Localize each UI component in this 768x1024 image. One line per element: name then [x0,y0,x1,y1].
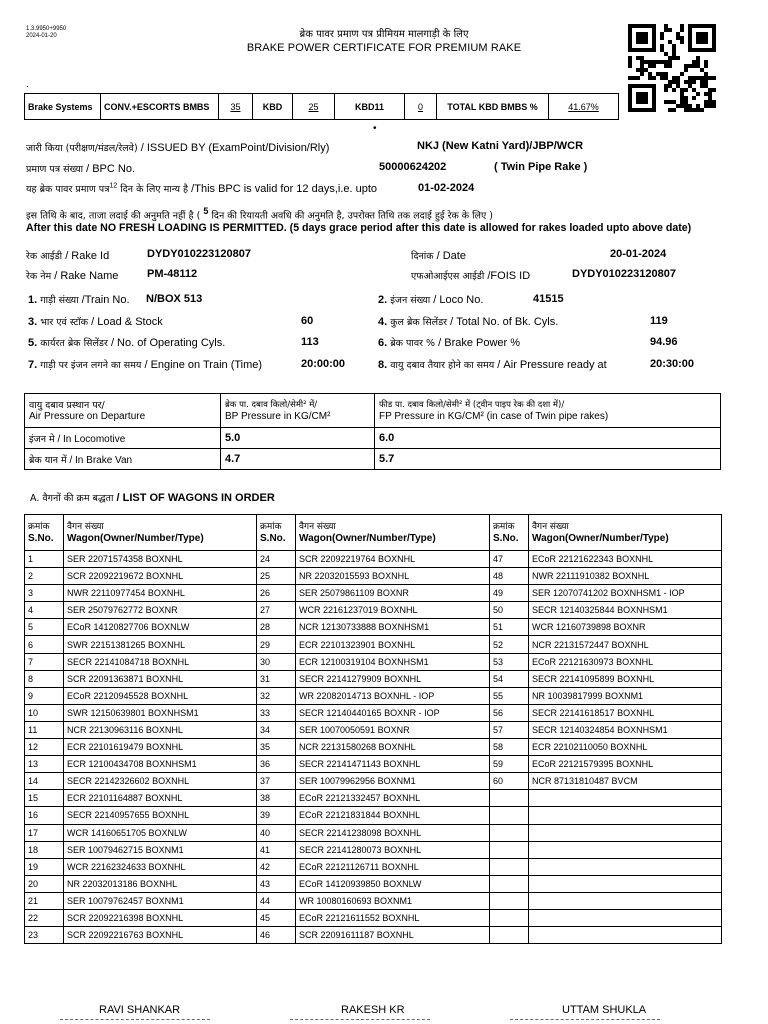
table-row [25,551,722,568]
wagon-sno: 58 [490,739,529,756]
wagon-number: SER 25079861109 BOXNR [296,585,490,602]
rake-name-value: PM-48112 [147,268,198,280]
wagon-sno: 46 [257,927,296,944]
engine-time-label: 7. गाड़ी पर इंजन लगने का समय / Engine on Train (Time) [28,359,263,371]
signature-line [510,1019,660,1020]
wagon-sno: 10 [25,704,64,721]
table-row [25,568,722,585]
wagon-number [529,927,722,944]
wagon-sno: 14 [25,773,64,790]
wagon-sno: 21 [25,892,64,909]
version-date: 2024-01-20 [26,33,57,39]
wagon-sno: 18 [25,841,64,858]
wagon-header: वैगन संख्या Wagon(Owner/Number/Type) [529,515,722,551]
wagon-sno: 45 [257,909,296,926]
title-hindi: ब्रेक पावर प्रमाण पत्र प्रीमियम मालगाड़ी के लिए [299,29,469,40]
wagon-number: ECoR 22121630973 BOXNHL [529,653,722,670]
wagon-sno: 16 [25,807,64,824]
wagon-sno [490,892,529,909]
wagon-number: SCR 22091363871 BOXNHL [64,670,257,687]
wagon-sno: 24 [257,551,296,568]
wagon-number: WR 10080160693 BOXNM1 [296,892,490,909]
table-row [25,739,722,756]
van-bp-value: 4.7 [221,449,375,470]
wagon-number: SCR 22092216398 BOXNHL [64,909,257,926]
wagon-number: ECR 22102110050 BOXNHL [529,739,722,756]
dot-mark: . [26,79,29,90]
wagon-number [529,875,722,892]
wagon-sno [490,858,529,875]
table-row [25,636,722,653]
loco-fp-value: 6.0 [375,428,721,449]
wagon-sno: 42 [257,858,296,875]
wagon-number: ECR 12100434708 BOXNHSM1 [64,756,257,773]
wagon-number: SECR 22141280073 BOXNHL [296,841,490,858]
page-title: BRAKE POWER CERTIFICATE FOR PREMIUM RAKE [246,42,522,54]
wagon-number: SER 10079962956 BOXNM1 [296,773,490,790]
rake-type: ( Twin Pipe Rake ) [494,161,588,173]
wagon-sno: 43 [257,875,296,892]
wagon-number: NWR 22111910382 BOXNHL [529,568,722,585]
wagon-number: SCR 22092219764 BOXNHL [296,551,490,568]
wagon-number: SECR 12140440165 BOXNR - IOP [296,704,490,721]
wagon-sno: 5 [25,619,64,636]
wagon-sno: 56 [490,704,529,721]
kbd-value: 25 [293,94,335,120]
wagon-number: ECR 22101164887 BOXNHL [64,790,257,807]
wagon-header: वैगन संख्या Wagon(Owner/Number/Type) [296,515,490,551]
table-row [25,687,722,704]
kbd11-label: KBD11 [335,94,405,120]
wagon-sno: 13 [25,756,64,773]
table-row [25,807,722,824]
rake-id-label: रेक आईडी / Rake Id [26,250,110,262]
operating-cyls-label: 5. कार्यरत ब्रेक सिलेंडर / No. of Operating Cyls. [28,337,226,349]
wagon-number [529,892,722,909]
bpc-no-label: प्रमाण पत्र संख्या / BPC No. [26,163,136,175]
kbd-label: KBD [253,94,293,120]
wagon-table-header [25,515,722,551]
wagon-number: NCR 22131572447 BOXNHL [529,636,722,653]
wagon-number: SECR 22140957655 BOXNHL [64,807,257,824]
wagon-number: SECR 22141238098 BOXNHL [296,824,490,841]
in-brake-van-label: ब्रेक यान में / In Brake Van [25,449,221,470]
table-row [25,909,722,926]
wagon-sno [490,841,529,858]
wagon-number: ECoR 22121126711 BOXNHL [296,858,490,875]
wagon-sno [490,909,529,926]
grace-english: After this date NO FRESH LOADING IS PERMITTED. (5 days grace period after this date is allowed for rakes loaded upto above date) [26,222,692,234]
rake-id-value: DYDY010223120807 [147,248,251,260]
table-row [25,704,722,721]
total-cyls-label: 4. कुल ब्रेक सिलेंडर / Total No. of Bk. Cyls. [378,316,559,328]
table-row [25,773,722,790]
issued-by-label: जारी किया (परीक्षण/मंडल/रेलवे) / ISSUED BY (ExamPoint/Division/Rly) [26,142,330,154]
wagon-number: NCR 87131810487 BVCM [529,773,722,790]
wagon-sno: 44 [257,892,296,909]
wagon-sno: 31 [257,670,296,687]
wagon-sno: 11 [25,721,64,738]
sno-header: क्रमांक S.No. [257,515,296,551]
wagon-number: ECoR 22121831844 BOXNHL [296,807,490,824]
wagon-sno: 27 [257,602,296,619]
signature-line [290,1019,430,1020]
bpc-no-value: 50000624202 [379,161,447,173]
wagon-sno: 59 [490,756,529,773]
wagon-sno: 17 [25,824,64,841]
wagon-sno: 4 [25,602,64,619]
air-pressure-table [24,393,721,470]
fois-id-value: DYDY010223120807 [572,268,676,280]
table-row [25,721,722,738]
wagon-number: ECR 22101323901 BOXNHL [296,636,490,653]
signature-left: RAVI SHANKAR [99,1004,181,1016]
wagon-number: ECoR 22121579395 BOXNHL [529,756,722,773]
wagon-number: SECR 22141095899 BOXNHL [529,670,722,687]
wagon-sno [490,927,529,944]
operating-cyls-value: 113 [301,336,319,348]
total-label: TOTAL KBD BMBS % [437,94,549,120]
wagon-sno: 15 [25,790,64,807]
signature-center: RAKESH KR [341,1004,405,1016]
dot-mark: • [373,123,377,134]
wagon-sno [490,875,529,892]
wagon-number: SWR 12150639801 BOXNHSM1 [64,704,257,721]
fp-pressure-header: फीड पा. दबाव किलो/सेमी² में (ट्वीन पाइप रेक की दशा में)/ FP Pressure in KG/CM² (in case of Twin pipe rakes) [375,394,721,428]
table-row [25,602,722,619]
wagon-sno: 51 [490,619,529,636]
load-stock-value: 60 [301,315,314,327]
wagon-sno: 53 [490,653,529,670]
wagon-number: SECR 22142326602 BOXNHL [64,773,257,790]
wagon-number [529,790,722,807]
table-row [25,670,722,687]
wagon-sno: 20 [25,875,64,892]
wagon-number [529,909,722,926]
wagon-sno: 33 [257,704,296,721]
wagon-number: ECoR 22121622343 BOXNHL [529,551,722,568]
loco-no-value: 41515 [533,293,564,305]
wagon-sno: 40 [257,824,296,841]
engine-time-value: 20:00:00 [301,358,346,370]
brake-power-value: 94.96 [650,336,678,348]
wagon-number: SECR 12140324854 BOXNHSM1 [529,721,722,738]
sno-header: क्रमांक S.No. [490,515,529,551]
version-number: 1.3.9950+9950 [26,26,67,32]
signature-line [60,1019,210,1020]
wagon-sno: 49 [490,585,529,602]
wagon-number: SCR 22092216763 BOXNHL [64,927,257,944]
loco-no-label: 2. इंजन संख्या / Loco No. [378,294,484,306]
wagon-sno: 25 [257,568,296,585]
wagon-number: ECR 22101619479 BOXNHL [64,739,257,756]
wagon-number: SECR 22141471143 BOXNHL [296,756,490,773]
wagon-sno: 47 [490,551,529,568]
total-cyls-value: 119 [650,315,668,327]
table-row [25,841,722,858]
wagon-sno: 48 [490,568,529,585]
wagon-sno: 2 [25,568,64,585]
wagon-sno: 38 [257,790,296,807]
table-row [25,875,722,892]
rake-name-label: रेक नेम / Rake Name [26,270,119,282]
wagon-number: NR 22032015593 BOXNHL [296,568,490,585]
wagon-sno: 26 [257,585,296,602]
wagon-sno: 39 [257,807,296,824]
wagon-header: वैगन संख्या Wagon(Owner/Number/Type) [64,515,257,551]
wagon-sno [490,790,529,807]
bp-pressure-header: ब्रेक पा. दबाव किलो/सेमी² में/ BP Pressure in KG/CM² [221,394,375,428]
wagon-number [529,807,722,824]
date-label: दिनांक / Date [411,250,466,262]
table-row [25,858,722,875]
brake-systems-table [24,93,619,120]
wagon-number: SECR 22141618517 BOXNHL [529,704,722,721]
wagon-number: SER 12070741202 BOXNHSM1 - IOP [529,585,722,602]
wagon-sno: 7 [25,653,64,670]
wagon-number: SER 10079462715 BOXNM1 [64,841,257,858]
wagon-sno: 9 [25,687,64,704]
wagon-number: SECR 22141279909 BOXNHL [296,670,490,687]
loco-bp-value: 5.0 [221,428,375,449]
wagon-number: NCR 12130733888 BOXNHSM1 [296,619,490,636]
validity-label: यह ब्रेक पावर प्रमाण पत्र$^{12}$ दिन के लिए मान्य है /This BPC is valid for 12 days,i.e. upto [26,182,378,195]
table-row [25,653,722,670]
wagon-sno: 28 [257,619,296,636]
wagon-sno [490,824,529,841]
date-value: 20-01-2024 [610,248,667,260]
conv-label: CONV.+ESCORTS BMBS [101,94,219,120]
wagon-sno: 32 [257,687,296,704]
wagon-number: WR 22082014713 BOXNHL - IOP [296,687,490,704]
table-row [25,824,722,841]
wagon-number [529,824,722,841]
wagon-number: ECoR 14120939850 BOXNLW [296,875,490,892]
wagon-sno: 50 [490,602,529,619]
wagon-number: ECoR 22121332457 BOXNHL [296,790,490,807]
wagon-number: SECR 12140325844 BOXNHSM1 [529,602,722,619]
wagon-number: SECR 22141084718 BOXNHL [64,653,257,670]
wagon-number: WCR 22162324633 BOXNHL [64,858,257,875]
wagon-list-table [24,514,722,944]
qr-code-icon [628,24,716,114]
table-row [25,619,722,636]
table-row [25,790,722,807]
conv-value: 35 [219,94,253,120]
wagon-number [529,858,722,875]
wagon-sno: 23 [25,927,64,944]
train-no-label: 1. गाड़ी संख्या /Train No. [28,294,130,306]
wagon-sno: 35 [257,739,296,756]
wagon-sno: 19 [25,858,64,875]
grace-hindi: इस तिथि के बाद, ताजा लदाई की अनुमति नहीं है ( $^5$ दिन की रियायती अवधि की अनुमति है, उपरोक्त तिथि तक लदाई हुई रेक के लिए ) [26,206,493,222]
wagon-sno: 30 [257,653,296,670]
signature-right: UTTAM SHUKLA [562,1004,647,1016]
kbd11-value: 0 [405,94,437,120]
wagon-sno: 41 [257,841,296,858]
wagon-sno: 55 [490,687,529,704]
in-locomotive-label: इंजन मे / In Locomotive [25,428,221,449]
wagon-number: ECoR 22121611552 BOXNHL [296,909,490,926]
table-row [25,585,722,602]
wagon-sno: 36 [257,756,296,773]
wagon-number: ECR 12100319104 BOXNHSM1 [296,653,490,670]
issued-by-value: NKJ (New Katni Yard)/JBP/WCR [417,140,584,152]
air-departure-header: वायु दबाव प्रस्थान पर/ Air Pressure on Departure [25,394,221,428]
van-fp-value: 5.7 [375,449,721,470]
wagon-number: SER 25079762772 BOXNR [64,602,257,619]
wagon-sno: 54 [490,670,529,687]
brake-power-label: 6. ब्रेक पावर % / Brake Power % [378,337,521,349]
wagon-sno: 6 [25,636,64,653]
wagon-list-heading: A. वैगनों की क्रम बद्धता / LIST OF WAGONS IN ORDER [30,492,275,504]
brake-systems-label: Brake Systems [25,94,101,120]
wagon-sno: 3 [25,585,64,602]
wagon-number: WCR 14160651705 BOXNLW [64,824,257,841]
wagon-sno: 37 [257,773,296,790]
validity-date: 01-02-2024 [418,182,475,194]
wagon-number: SER 10070050591 BOXNR [296,721,490,738]
table-row [25,892,722,909]
wagon-sno: 60 [490,773,529,790]
air-ready-label: 8. वायु दबाव तैयार होने का समय / Air Pressure ready at [378,359,607,371]
wagon-number: SCR 22092219672 BOXNHL [64,568,257,585]
table-row [25,756,722,773]
wagon-sno: 57 [490,721,529,738]
fois-id-label: एफओआईएस आईडी /FOIS ID [411,270,531,282]
sno-header: क्रमांक S.No. [25,515,64,551]
wagon-number: ECoR 14120827706 BOXNLW [64,619,257,636]
wagon-number: SER 22071574358 BOXNHL [64,551,257,568]
wagon-number [529,841,722,858]
wagon-sno: 34 [257,721,296,738]
wagon-sno: 52 [490,636,529,653]
wagon-number: SWR 22151381265 BOXNHL [64,636,257,653]
wagon-number: NR 10039817999 BOXNM1 [529,687,722,704]
air-ready-value: 20:30:00 [650,358,695,370]
wagon-sno: 8 [25,670,64,687]
wagon-number: NCR 22131580268 BOXNHL [296,739,490,756]
wagon-number: NCR 22130963116 BOXNHL [64,721,257,738]
wagon-number: SCR 22091611187 BOXNHL [296,927,490,944]
wagon-number: SER 10079762457 BOXNM1 [64,892,257,909]
wagon-sno: 12 [25,739,64,756]
wagon-sno: 22 [25,909,64,926]
total-value: 41.67% [549,94,619,120]
wagon-number: NWR 22110977454 BOXNHL [64,585,257,602]
wagon-number: NR 22032013186 BOXNHL [64,875,257,892]
wagon-sno [490,807,529,824]
table-row [25,927,722,944]
load-stock-label: 3. भार एवं स्टॉक / Load & Stock [28,316,163,328]
wagon-number: WCR 12160739898 BOXNR [529,619,722,636]
train-no-value: N/BOX 513 [146,293,203,305]
wagon-number: ECoR 22120945528 BOXNHL [64,687,257,704]
wagon-number: WCR 22161237019 BOXNHL [296,602,490,619]
wagon-sno: 29 [257,636,296,653]
wagon-sno: 1 [25,551,64,568]
